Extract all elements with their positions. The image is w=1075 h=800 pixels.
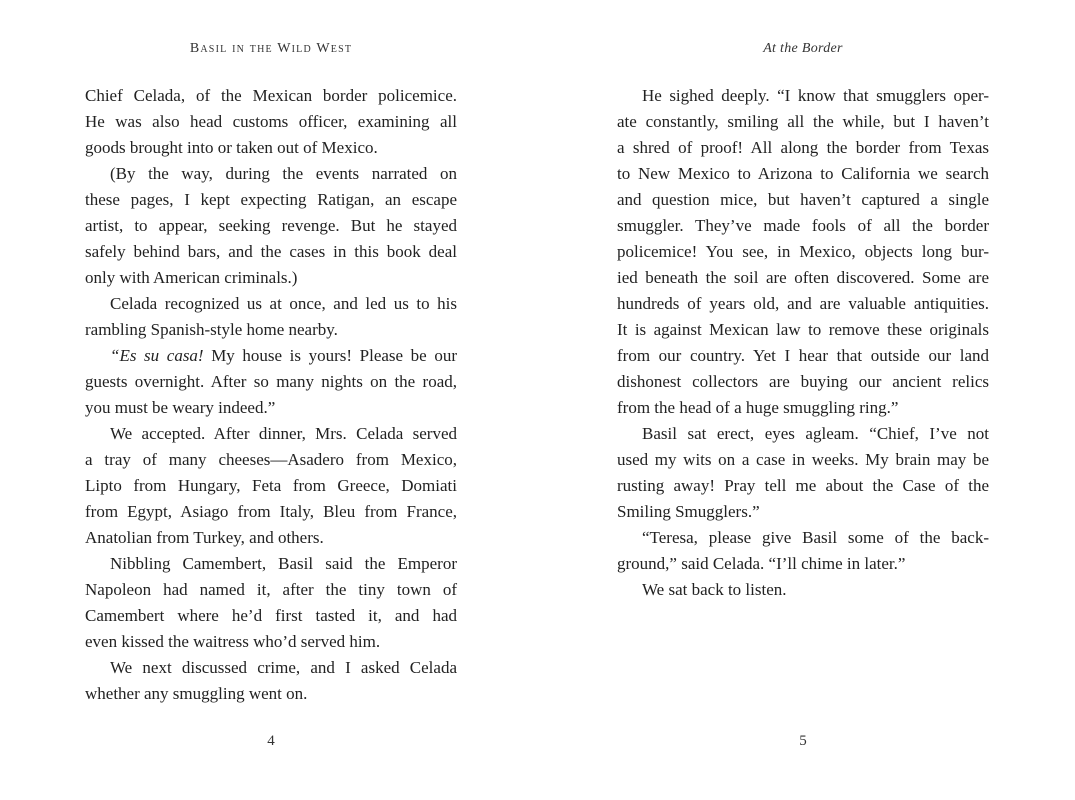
- text-line: [85, 343, 457, 369]
- text-line: We accepted. After dinner, Mrs. Celada served: [110, 424, 457, 443]
- text-line: He sighed deeply. “I know that smugglers oper-: [642, 86, 989, 105]
- italic-phrase: “Es su casa!: [110, 346, 204, 365]
- left-page: [85, 0, 457, 800]
- text-line: safely behind bars, and the cases in this book deal: [85, 242, 457, 261]
- text-line: Anatolian from Turkey, and others.: [85, 528, 324, 547]
- text-line: hundreds of years old, and are valuable antiquities.: [617, 294, 989, 313]
- text-line: “Teresa, please give Basil some of the back-: [642, 528, 989, 547]
- text-line: policemice! You see, in Mexico, objects long bur-: [617, 242, 989, 261]
- text-line: even kissed the waitress who’d served him.: [85, 632, 381, 651]
- text-line: Camembert where he’d first tasted it, and had: [85, 606, 457, 625]
- right-page-body: [617, 83, 989, 603]
- running-head-chapter-title: At the Border: [763, 41, 843, 56]
- text-line: goods brought into or taken out of Mexico.: [85, 138, 378, 157]
- text-line: Napoleon had named it, after the tiny town of: [85, 580, 457, 599]
- text-line: It is against Mexican law to remove these originals: [617, 320, 989, 339]
- text-line: ate constantly, smiling all the while, but I haven’t: [617, 112, 989, 131]
- text-line: guests overnight. After so many nights on the road,: [85, 372, 457, 391]
- text-line-rest: My house is yours! Please be our: [203, 346, 457, 365]
- text-line: only with American criminals.): [85, 268, 298, 287]
- text-line: artist, to appear, seeking revenge. But he stayed: [85, 216, 457, 235]
- text-line: from Egypt, Asiago from Italy, Bleu from France,: [85, 502, 457, 521]
- text-line: We sat back to listen.: [642, 580, 787, 599]
- text-line: ied beneath the soil are often discovered. Some are: [617, 268, 989, 287]
- text-line: Smiling Smugglers.”: [617, 502, 760, 521]
- text-line: used my wits on a case in weeks. My brain may be: [617, 450, 989, 469]
- right-page: [617, 0, 989, 800]
- text-line: Nibbling Camembert, Basil said the Emperor: [110, 554, 457, 573]
- text-line: these pages, I kept expecting Ratigan, an escape: [85, 190, 457, 209]
- left-page-body: [85, 83, 457, 707]
- text-line: a shred of proof! All along the border from Texas: [617, 138, 989, 157]
- page-number: 5: [799, 733, 807, 749]
- text-line: you must be weary indeed.”: [85, 398, 276, 417]
- text-line: Celada recognized us at once, and led us to his: [110, 294, 457, 313]
- text-line: (By the way, during the events narrated on: [110, 164, 457, 183]
- text-line: dishonest collectors are buying our ancient relics: [617, 372, 989, 391]
- text-line: He was also head customs officer, examining all: [85, 112, 457, 131]
- text-line: from our country. Yet I hear that outside our land: [617, 346, 989, 365]
- text-line: and question mice, but haven’t captured a single: [617, 190, 989, 209]
- text-line: We next discussed crime, and I asked Celada: [110, 658, 457, 677]
- text-line: rusting away! Pray tell me about the Case of the: [617, 476, 989, 495]
- text-line: a tray of many cheeses—Asadero from Mexico,: [85, 450, 457, 469]
- running-head-book-title: Basil in the Wild West: [189, 41, 353, 56]
- text-line: Chief Celada, of the Mexican border policemice.: [85, 86, 457, 105]
- text-line: to New Mexico to Arizona to California we search: [617, 164, 989, 183]
- text-line: Basil sat erect, eyes agleam. “Chief, I’ve not: [642, 424, 989, 443]
- text-line: Lipto from Hungary, Feta from Greece, Domiati: [85, 476, 457, 495]
- text-line: from the head of a huge smuggling ring.”: [617, 398, 899, 417]
- text-line: rambling Spanish-style home nearby.: [85, 320, 338, 339]
- text-line: whether any smuggling went on.: [85, 684, 308, 703]
- text-line: smuggler. They’ve made fools of all the border: [617, 216, 989, 235]
- page-number: 4: [267, 733, 275, 749]
- text-line: ground,” said Celada. “I’ll chime in later.”: [617, 554, 906, 573]
